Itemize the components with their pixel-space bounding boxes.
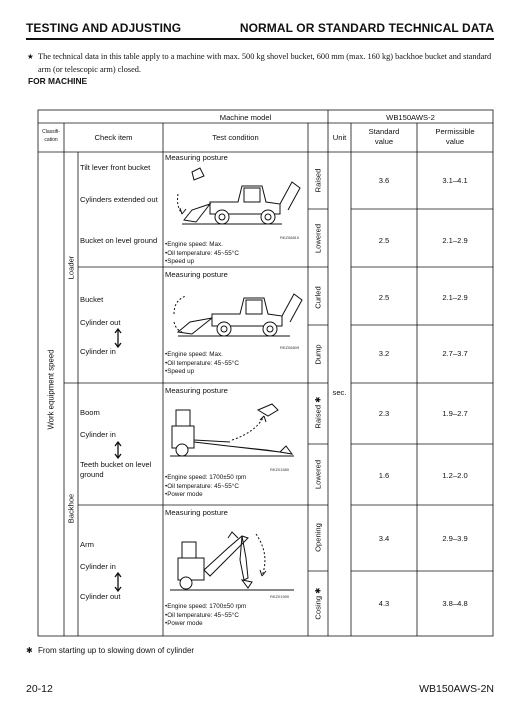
operation-label: Lowered bbox=[313, 459, 323, 490]
operation-label: Curled bbox=[313, 286, 323, 309]
check-item: Arm bbox=[80, 540, 94, 549]
check-item: Bucket bbox=[80, 295, 104, 304]
check-item: Cylinders extended out bbox=[80, 195, 158, 204]
star-icon: ★ bbox=[27, 52, 34, 61]
check-item: Cylinder out bbox=[80, 592, 121, 601]
check-item: Cylinder out bbox=[80, 318, 121, 327]
figure-code: RKZ01580 bbox=[270, 467, 290, 472]
permissible-value: 2.1–2.9 bbox=[442, 293, 468, 302]
standard-value-header: Standard value bbox=[368, 127, 400, 146]
operation-label: Cosing ✱ bbox=[313, 587, 323, 620]
test-conditions: • Engine speed: Max. • Oil temperature: 45~55°C • Speed up bbox=[165, 351, 239, 377]
standard-value: 2.5 bbox=[378, 236, 390, 245]
group-label-loader: Loader bbox=[66, 255, 76, 280]
check-item: Teeth bucket on level ground bbox=[80, 460, 152, 479]
posture-label: Measuring posture bbox=[165, 153, 228, 162]
operation-label: Raised bbox=[313, 168, 323, 193]
posture-label: Measuring posture bbox=[165, 508, 228, 517]
unit-value: sec. bbox=[332, 388, 347, 397]
check-item: Tilt lever front bucket bbox=[80, 163, 151, 172]
test-conditions: • Engine speed: Max. • Oil temperature: 45~55°C • Speed up bbox=[165, 241, 239, 267]
permissible-value: 3.8–4.8 bbox=[442, 599, 468, 608]
section-title: TESTING AND ADJUSTING bbox=[26, 21, 182, 35]
figure-code: RKZ06809 bbox=[280, 345, 300, 350]
standard-value: 2.3 bbox=[378, 409, 390, 418]
operation-label: Raised ✱ bbox=[313, 396, 323, 429]
page-model: WB150AWS-2N bbox=[419, 683, 494, 695]
standard-value: 3.4 bbox=[378, 534, 390, 543]
class-work-equipment-speed: Work equipment speed bbox=[46, 349, 56, 430]
operation-label: Opening bbox=[313, 523, 323, 552]
subheading: FOR MACHINE bbox=[28, 76, 88, 86]
model-value: WB150AWS-2 bbox=[386, 113, 435, 122]
standard-value: 2.5 bbox=[378, 293, 390, 302]
test-condition-header: Test condition bbox=[212, 133, 259, 142]
intro-note-text: The technical data in this table apply to a machine with max. 500 kg shovel bucket, 600 mm (max. 160 kg) backhoe bucket and standard arm (or telescopic arm) closed. bbox=[38, 52, 492, 74]
standard-value: 3.6 bbox=[378, 176, 390, 185]
document-title: NORMAL OR STANDARD TECHNICAL DATA bbox=[239, 21, 494, 35]
operation-label: Dump bbox=[313, 344, 323, 365]
check-item: Cylinder in bbox=[80, 347, 116, 356]
figure-code: RKZ06810 bbox=[280, 235, 300, 240]
operation-label: Lowered bbox=[313, 223, 323, 254]
backhoe-arm-illustration bbox=[168, 518, 306, 598]
permissible-value-header: Permissible value bbox=[435, 127, 475, 146]
loader-posture-illustration bbox=[170, 280, 305, 346]
footnote-text: From starting up to slowing down of cylinder bbox=[38, 646, 195, 655]
updown-arrow-icon bbox=[113, 328, 123, 348]
permissible-value: 3.1–4.1 bbox=[442, 176, 468, 185]
page-number: 20-12 bbox=[26, 683, 53, 695]
permissible-value: 2.7–3.7 bbox=[442, 349, 468, 358]
figure-code: RKZ01590 bbox=[270, 594, 290, 599]
check-item: Boom bbox=[80, 408, 100, 417]
check-item: Cylinder in bbox=[80, 430, 116, 439]
classification-header: Classifi- cation bbox=[42, 129, 60, 143]
check-item-header: Check item bbox=[94, 133, 133, 142]
test-conditions: • Engine speed: 1700±50 rpm • Oil temperature: 45~55°C • Power mode bbox=[165, 474, 246, 500]
unit-header: Unit bbox=[332, 133, 347, 142]
check-item: Bucket on level ground bbox=[80, 236, 158, 245]
test-conditions: • Engine speed: 1700±50 rpm • Oil temperature: 45~55°C • Power mode bbox=[165, 603, 246, 629]
updown-arrow-icon bbox=[113, 441, 123, 459]
updown-arrow-icon bbox=[113, 572, 123, 592]
machine-model-header: Machine model bbox=[219, 113, 272, 122]
permissible-value: 1.9–2.7 bbox=[442, 409, 468, 418]
backhoe-boom-illustration bbox=[168, 396, 306, 468]
asterisk-icon: ✱ bbox=[26, 646, 33, 655]
permissible-value: 2.9–3.9 bbox=[442, 534, 468, 543]
posture-label: Measuring posture bbox=[165, 386, 228, 395]
standard-value: 4.3 bbox=[378, 599, 390, 608]
permissible-value: 1.2–2.0 bbox=[442, 471, 468, 480]
group-label-backhoe: Backhoe bbox=[66, 493, 76, 524]
standard-value: 1.6 bbox=[378, 471, 390, 480]
check-item: Cylinder in bbox=[80, 562, 116, 571]
posture-label: Measuring posture bbox=[165, 270, 228, 279]
footnote bbox=[26, 646, 195, 655]
permissible-value: 2.1–2.9 bbox=[442, 236, 468, 245]
loader-posture-illustration bbox=[170, 164, 305, 236]
standard-value: 3.2 bbox=[378, 349, 390, 358]
